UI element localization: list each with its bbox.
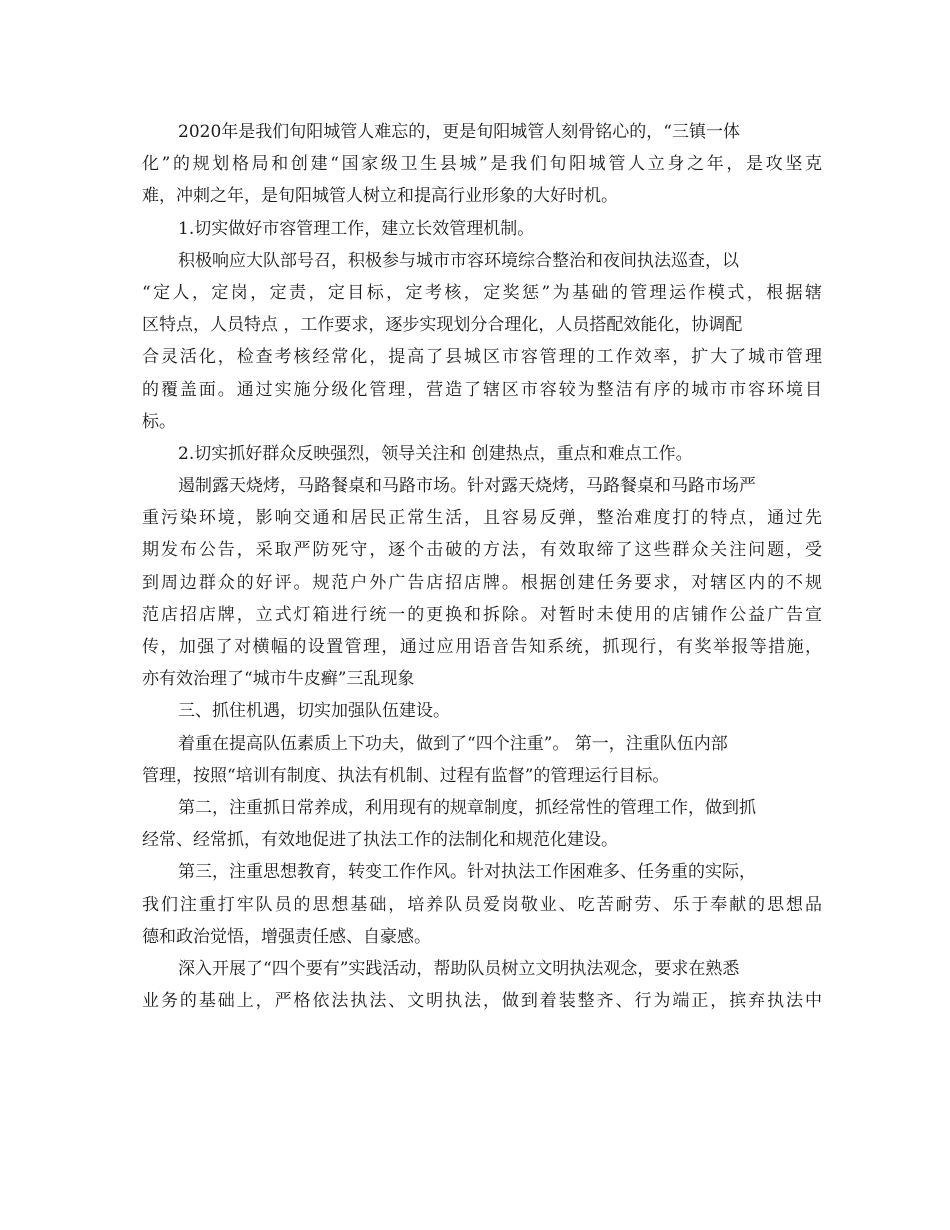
text-line: 经常、经常抓，有效地促进了执法工作的法制化和规范化建设。: [142, 830, 618, 851]
text-line: 化”的规划格局和创建“国家级卫生县城”是我们旬阳城管人立身之年，是攻坚克: [142, 154, 822, 175]
text-line: 遏制露天烧烤，马路餐桌和马路市场。针对露天烧烤，马路餐桌和马路市场严: [178, 476, 756, 497]
text-line: 重污染环境，影响交通和居民正常生活，且容易反弹，整治难度打的特点，通过先: [142, 508, 822, 529]
text-line: 我们注重打牢队员的思想基础，培养队员爱岗敬业、吃苦耐劳、乐于奉献的思想品: [142, 894, 822, 915]
text-line: 难，冲刺之年，是旬阳城管人树立和提高行业形象的大好时机。: [142, 186, 618, 207]
text-line: 区特点，人员特点 ，工作要求，逐步实现划分合理化，人员搭配效能化，协调配: [142, 315, 743, 336]
section-heading: 1.切实做好市容管理工作，建立长效管理机制。: [178, 218, 535, 239]
text-line: 第三，注重思想教育，转变工作作风。针对执法工作困难多、任务重的实际，: [178, 862, 756, 883]
text-line: 的覆盖面。通过实施分级化管理，营造了辖区市容较为整洁有序的城市市容环境目: [142, 379, 822, 400]
text-line: 着重在提高队伍素质上下功夫，做到了“四个注重”。 第一，注重队伍内部: [178, 733, 728, 754]
text-line: 传，加强了对横幅的设置管理，通过应用语音告知系统，抓现行，有奖举报等措施，: [142, 637, 822, 657]
section-heading: 2.切实抓好群众反映强烈，领导关注和 创建热点，重点和难点工作。: [178, 443, 693, 464]
text-line: 范店招店牌，立式灯箱进行统一的更换和拆除。对暂时未使用的店铺作公益广告宣: [142, 604, 822, 625]
text-line: 亦有效治理了“城市牛皮癣”三乱现象: [142, 669, 415, 690]
document-body: [142, 116, 822, 1017]
text-line: 德和政治觉悟，增强责任感、自豪感。: [142, 926, 431, 947]
text-line: 深入开展了“四个要有”实践活动，帮助队员树立文明执法观念，要求在熟悉: [178, 958, 740, 979]
text-line: 2020年是我们旬阳城管人难忘的，更是旬阳城管人刻骨铭心的，“三镇一体: [178, 122, 740, 142]
text-line: 期发布公告，采取严防死守，逐个击破的方法，有效取缔了这些群众关注问题，受: [142, 540, 822, 561]
text-line: 到周边群众的好评。规范户外广告店招店牌。根据创建任务要求，对辖区内的不规: [142, 572, 822, 593]
text-line: “定人，定岗，定责，定目标，定考核，定奖惩”为基础的管理运作模式，根据辖: [142, 282, 822, 303]
text-line: 标。: [142, 411, 176, 432]
text-line: 管理，按照“培训有制度、执法有机制、过程有监督”的管理运行目标。: [142, 765, 670, 786]
text-line: 积极响应大队部号召，积极参与城市市容环境综合整治和夜间执法巡查，以: [178, 250, 739, 271]
text-line: 第二，注重抓日常养成，利用现有的规章制度，抓经常性的管理工作，做到抓: [178, 797, 756, 818]
section-heading: 三、抓住机遇，切实加强队伍建设。: [178, 701, 450, 722]
text-line: 合灵活化，检查考核经常化，提高了县城区市容管理的工作效率，扩大了城市管理: [142, 347, 822, 368]
text-line: 业务的基础上，严格依法执法、文明执法，做到着装整齐、行为端正，摈弃执法中: [142, 991, 822, 1012]
